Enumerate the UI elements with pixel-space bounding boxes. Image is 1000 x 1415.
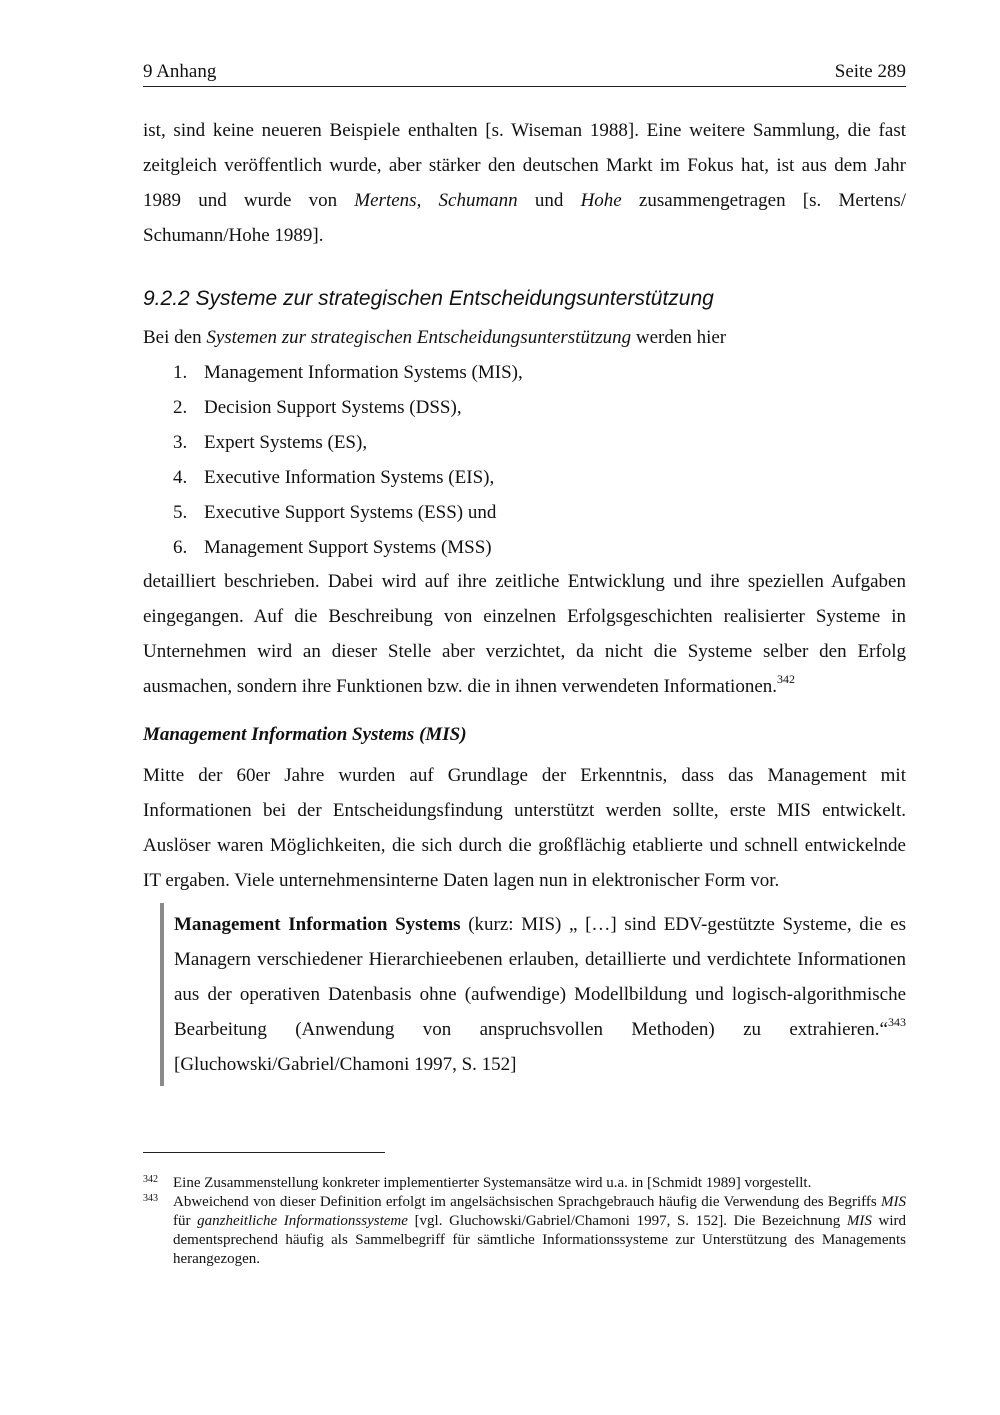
definition-body: (kurz: MIS) „ […] sind EDV-gestützte Systeme, die es Managern verschiedener Hierarchieebenen erlauben, detaillierte und verdichtete Informationen aus der operativen Datenbasis ohne (aufwendige) Modellbildung und logisch-algorithmische Bearbeitung (Anwendung von anspruchsvollen Methoden) zu extrahieren.“: [174, 914, 906, 1040]
list-item-text: Management Support Systems (MSS): [204, 537, 492, 558]
list-item: [143, 355, 523, 390]
paragraph-1-text-c: und: [517, 190, 581, 211]
author-hohe: Hohe: [580, 190, 622, 211]
list-item-text: Executive Information Systems (EIS),: [204, 467, 495, 488]
footnote-text-b: für: [173, 1213, 198, 1229]
footnote-ref-342[interactable]: 342: [777, 672, 796, 686]
list-item-number: 6.: [173, 537, 188, 558]
author-schumann: Schumann: [438, 190, 518, 211]
definition-term: Management Information Systems: [174, 914, 461, 935]
list-item-text: Decision Support Systems (DSS),: [204, 397, 462, 418]
definition-source: [Gluchowski/Gabriel/Chamoni 1997, S. 152]: [174, 1054, 517, 1075]
footnote-ref-343[interactable]: 343: [888, 1015, 906, 1029]
footnote-343: [143, 1193, 906, 1269]
paragraph-1: [143, 113, 906, 253]
footnotes: [143, 1174, 906, 1269]
list-item-number: 1.: [173, 362, 188, 383]
paragraph-2: [143, 564, 906, 704]
paragraph-3: Mitte der 60er Jahre wurden auf Grundlage der Erkenntnis, dass das Management mit Informationen bei der Entscheidungsfindung unterstützt werden sollte, erste MIS entwickelt. Auslöser waren Möglichkeiten, die sich durch die großflächig etablierte und schnell entwickelnde IT ergaben. Viele unternehmensinterne Daten lagen nun in elektronischer Form vor.: [143, 765, 906, 891]
footnote-number: 342: [143, 1174, 158, 1185]
list-item-number: 3.: [173, 432, 188, 453]
definition-quote-text: [174, 907, 906, 1082]
footnote-text-c: [vgl. Gluchowski/Gabriel/Chamoni 1997, S. 152]. Die Bezeichnung: [407, 1213, 847, 1229]
section-heading: 9.2.2 Systeme zur strategischen Entscheidungsunterstützung: [143, 287, 714, 310]
list-item-number: 2.: [173, 397, 188, 418]
list-item: [143, 390, 523, 425]
footnote-term-info-systems: ganzheitliche Informationssysteme: [197, 1213, 408, 1229]
system-types-list: [143, 355, 523, 565]
paragraph-1-text-b: ,: [416, 190, 439, 211]
page-number: Seite 289: [834, 61, 906, 82]
list-intro-term: Systemen zur strategischen Entscheidungsunterstützung: [206, 327, 632, 348]
list-item-number: 4.: [173, 467, 188, 488]
list-item: [143, 530, 523, 565]
definition-quote: [160, 903, 910, 1086]
footnote-342: [143, 1174, 906, 1193]
footnote-text: Eine Zusammenstellung konkreter implementierter Systemansätze wird u.a. in [Schmidt 1989] vorgestellt.: [173, 1175, 812, 1191]
footnote-text-a: Abweichend von dieser Definition erfolgt im angelsächsischen Sprachgebrauch häufig die Verwendung des Begriffs: [173, 1194, 881, 1210]
list-item-text: Expert Systems (ES),: [204, 432, 368, 453]
list-item: [143, 425, 523, 460]
paragraph-2-text: detailliert beschrieben. Dabei wird auf ihre zeitliche Entwicklung und ihre speziellen Aufgaben eingegangen. Auf die Beschreibung von einzelnen Erfolgsgeschichten realisierter Systeme in Unternehmen wird an dieser Stelle aber verzichtet, da nicht die Systeme selber den Erfolg ausmachen, sondern ihre Funktionen bzw. die in ihnen verwendeten Informationen.: [143, 571, 906, 697]
list-intro: [143, 320, 726, 355]
footnote-number: 343: [143, 1193, 158, 1204]
chapter-label: 9 Anhang: [143, 61, 217, 82]
footnote-text-d: wird dementsprechend häufig als Sammelbegriff für sämtliche Informationssysteme zur Unterstützung des Managements herangezogen.: [173, 1213, 906, 1267]
list-item-text: Executive Support Systems (ESS) und: [204, 502, 497, 523]
author-mertens: Mertens: [354, 190, 417, 211]
page-header: [143, 60, 906, 87]
list-item-text: Management Information Systems (MIS),: [204, 362, 523, 383]
list-item: [143, 495, 523, 530]
list-item-number: 5.: [173, 502, 188, 523]
footnote-separator: [143, 1152, 385, 1153]
footnote-term-mis-2: MIS: [846, 1213, 872, 1229]
subsection-heading: Management Information Systems (MIS): [143, 724, 467, 745]
list-intro-text-b: werden hier: [631, 327, 727, 348]
paragraph-1-text-a: ist, sind keine neueren Beispiele enthalten [s. Wiseman 1988]. Eine weitere Sammlung, die fast zeitgleich veröffentlich wurde, aber stärker den deutschen Markt im Fokus hat, ist aus dem Jahr 1989 und wurde von: [143, 120, 906, 211]
paragraph-1-text-d: zusammengetragen [s. Mertens/ Schumann/Hohe 1989].: [143, 190, 907, 246]
list-item: [143, 460, 523, 495]
footnote-term-mis: MIS: [881, 1194, 906, 1210]
list-intro-text-a: Bei den: [143, 327, 207, 348]
